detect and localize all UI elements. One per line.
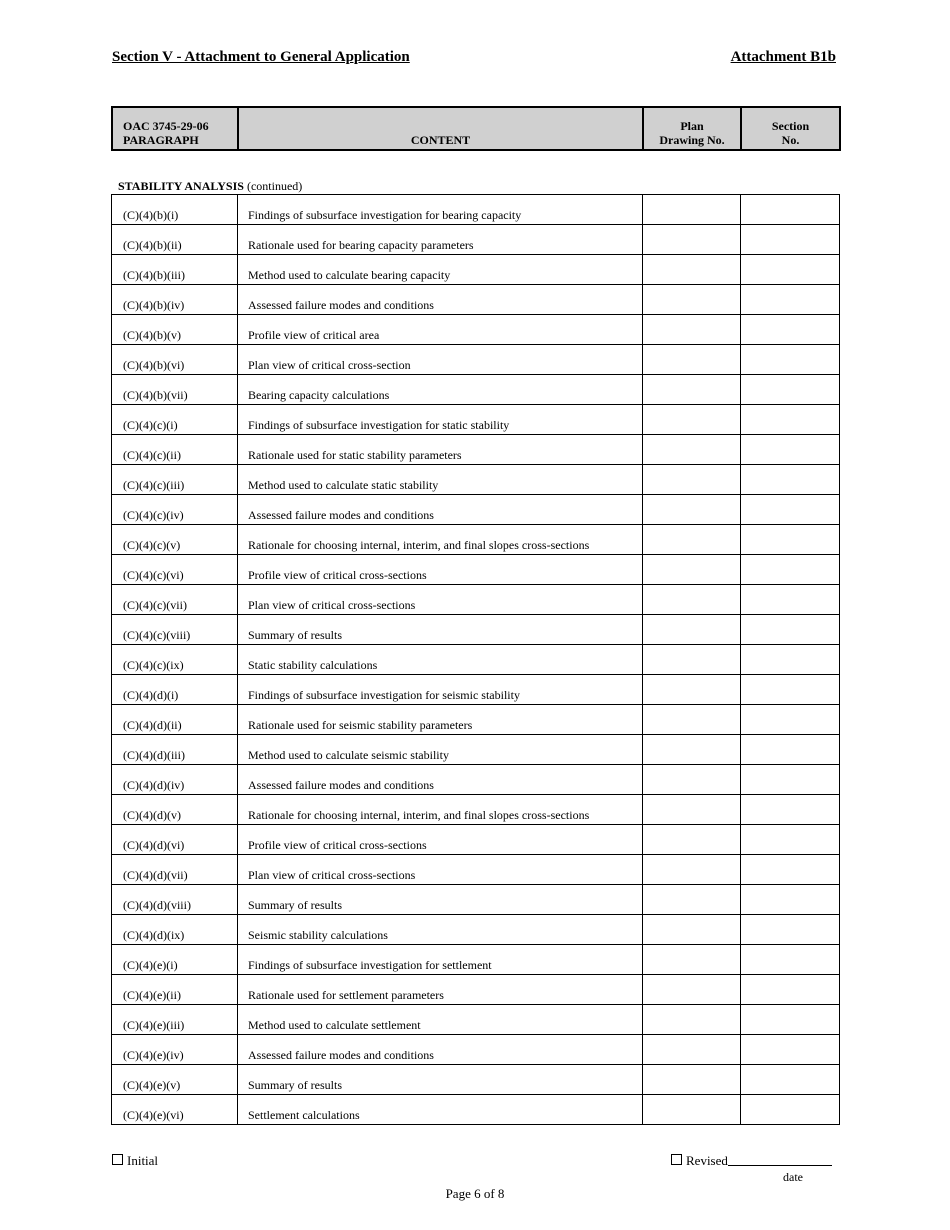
section-no-cell[interactable]	[741, 675, 840, 705]
section-no-cell[interactable]	[741, 825, 840, 855]
paragraph-cell: (C)(4)(c)(ix)	[112, 645, 238, 675]
paragraph-cell: (C)(4)(b)(vii)	[112, 375, 238, 405]
page-number: Page 6 of 8	[445, 1186, 505, 1201]
paragraph-header-line1: OAC 3745-29-06	[123, 119, 209, 133]
content-header-label: CONTENT	[410, 133, 471, 147]
plan-drawing-cell[interactable]	[643, 855, 741, 885]
content-cell: Assessed failure modes and conditions	[238, 765, 643, 795]
section-no-cell[interactable]	[741, 615, 840, 645]
section-no-cell[interactable]	[741, 645, 840, 675]
plan-drawing-cell[interactable]	[643, 795, 741, 825]
paragraph-cell: (C)(4)(b)(i)	[112, 195, 238, 225]
paragraph-cell: (C)(4)(c)(ii)	[112, 435, 238, 465]
table-row	[112, 615, 840, 645]
content-cell: Plan view of critical cross-sections	[238, 855, 643, 885]
content-cell: Method used to calculate seismic stability	[238, 735, 643, 765]
paragraph-cell: (C)(4)(e)(ii)	[112, 975, 238, 1005]
table-row	[112, 735, 840, 765]
section-no-cell[interactable]	[741, 1095, 840, 1125]
plan-drawing-cell[interactable]	[643, 675, 741, 705]
paragraph-cell: (C)(4)(c)(v)	[112, 525, 238, 555]
plan-drawing-cell[interactable]	[643, 945, 741, 975]
content-cell: Rationale used for bearing capacity parameters	[238, 225, 643, 255]
content-cell: Summary of results	[238, 1065, 643, 1095]
content-cell: Findings of subsurface investigation for settlement	[238, 945, 643, 975]
section-no-cell[interactable]	[741, 285, 840, 315]
plan-drawing-cell[interactable]	[643, 555, 741, 585]
table-row	[112, 585, 840, 615]
paragraph-cell: (C)(4)(d)(viii)	[112, 885, 238, 915]
section-no-cell[interactable]	[741, 1035, 840, 1065]
plan-drawing-cell[interactable]	[643, 195, 741, 225]
content-cell: Profile view of critical cross-sections	[238, 555, 643, 585]
section-no-cell[interactable]	[741, 885, 840, 915]
content-cell: Plan view of critical cross-section	[238, 345, 643, 375]
section-heading	[118, 179, 302, 194]
table-row	[112, 405, 840, 435]
plan-drawing-cell[interactable]	[643, 495, 741, 525]
paragraph-cell: (C)(4)(d)(vii)	[112, 855, 238, 885]
section-no-cell[interactable]	[741, 465, 840, 495]
paragraph-cell: (C)(4)(d)(i)	[112, 675, 238, 705]
table-row	[112, 975, 840, 1005]
content-cell: Rationale used for static stability parameters	[238, 435, 643, 465]
date-caption: date	[783, 1170, 803, 1184]
content-cell: Assessed failure modes and conditions	[238, 1035, 643, 1065]
content-cell: Assessed failure modes and conditions	[238, 285, 643, 315]
table-row	[112, 465, 840, 495]
content-cell: Rationale for choosing internal, interim, and final slopes cross-sections	[238, 795, 643, 825]
table-row	[112, 225, 840, 255]
plan-drawing-cell[interactable]	[643, 525, 741, 555]
paragraph-cell: (C)(4)(b)(v)	[112, 315, 238, 345]
plan-drawing-cell[interactable]	[643, 285, 741, 315]
plan-drawing-cell[interactable]	[643, 435, 741, 465]
content-cell: Settlement calculations	[238, 1095, 643, 1125]
table-row	[112, 435, 840, 465]
table-row	[112, 705, 840, 735]
paragraph-cell: (C)(4)(b)(iii)	[112, 255, 238, 285]
plan-drawing-cell[interactable]	[643, 1065, 741, 1095]
plan-drawing-cell[interactable]	[643, 645, 741, 675]
paragraph-cell: (C)(4)(d)(vi)	[112, 825, 238, 855]
paragraph-cell: (C)(4)(e)(v)	[112, 1065, 238, 1095]
table-row	[112, 645, 840, 675]
table-row	[112, 1005, 840, 1035]
table-row	[112, 345, 840, 375]
content-cell: Static stability calculations	[238, 645, 643, 675]
column-header-table	[111, 106, 841, 151]
plan-drawing-cell[interactable]	[643, 735, 741, 765]
content-cell: Plan view of critical cross-sections	[238, 585, 643, 615]
paragraph-cell: (C)(4)(b)(iv)	[112, 285, 238, 315]
plan-drawing-cell[interactable]	[643, 765, 741, 795]
plan-drawing-cell[interactable]	[643, 885, 741, 915]
section-no-cell[interactable]	[741, 945, 840, 975]
section-column-header	[741, 107, 840, 150]
table-row	[112, 855, 840, 885]
table-row	[112, 525, 840, 555]
table-row	[112, 1065, 840, 1095]
paragraph-cell: (C)(4)(e)(iii)	[112, 1005, 238, 1035]
content-cell: Seismic stability calculations	[238, 915, 643, 945]
table-row	[112, 885, 840, 915]
paragraph-header-line2: PARAGRAPH	[123, 133, 199, 147]
plan-drawing-cell[interactable]	[643, 615, 741, 645]
paragraph-cell: (C)(4)(b)(vi)	[112, 345, 238, 375]
plan-drawing-cell[interactable]	[643, 915, 741, 945]
content-cell: Assessed failure modes and conditions	[238, 495, 643, 525]
table-row	[112, 945, 840, 975]
plan-drawing-cell[interactable]	[643, 1005, 741, 1035]
table-row	[112, 915, 840, 945]
checklist-table	[111, 194, 840, 1125]
plan-drawing-cell[interactable]	[643, 1095, 741, 1125]
section-no-cell[interactable]	[741, 405, 840, 435]
plan-drawing-cell[interactable]	[643, 825, 741, 855]
content-cell: Method used to calculate static stability	[238, 465, 643, 495]
revised-date-field[interactable]	[728, 1153, 832, 1166]
attachment-label: Attachment B1b	[730, 49, 836, 65]
paragraph-cell: (C)(4)(d)(iii)	[112, 735, 238, 765]
plan-column-header	[643, 107, 741, 150]
revised-checkbox-field[interactable]	[671, 1153, 832, 1169]
plan-drawing-cell[interactable]	[643, 315, 741, 345]
paragraph-cell: (C)(4)(c)(iii)	[112, 465, 238, 495]
table-row	[112, 315, 840, 345]
section-no-cell[interactable]	[741, 495, 840, 525]
paragraph-cell: (C)(4)(c)(viii)	[112, 615, 238, 645]
paragraph-cell: (C)(4)(c)(iv)	[112, 495, 238, 525]
paragraph-column-header	[112, 107, 238, 150]
section-heading-suffix: (continued)	[243, 179, 303, 193]
table-row	[112, 495, 840, 525]
table-row	[112, 1035, 840, 1065]
section-header-line2: No.	[781, 133, 800, 147]
paragraph-cell: (C)(4)(e)(i)	[112, 945, 238, 975]
paragraph-cell: (C)(4)(c)(i)	[112, 405, 238, 435]
plan-drawing-cell[interactable]	[643, 975, 741, 1005]
section-no-cell[interactable]	[741, 345, 840, 375]
table-row	[112, 675, 840, 705]
initial-label: Initial	[127, 1153, 159, 1168]
section-no-cell[interactable]	[741, 915, 840, 945]
plan-drawing-cell[interactable]	[643, 255, 741, 285]
initial-checkbox-field[interactable]	[112, 1153, 158, 1169]
plan-header-line1: Plan	[680, 119, 704, 133]
content-cell: Findings of subsurface investigation for seismic stability	[238, 675, 643, 705]
plan-drawing-cell[interactable]	[643, 1035, 741, 1065]
page-title: Section V - Attachment to General Application	[112, 49, 410, 65]
section-no-cell[interactable]	[741, 195, 840, 225]
section-heading-title: STABILITY ANALYSIS	[118, 179, 244, 193]
content-cell: Findings of subsurface investigation for static stability	[238, 405, 643, 435]
content-cell: Bearing capacity calculations	[238, 375, 643, 405]
paragraph-cell: (C)(4)(c)(vii)	[112, 585, 238, 615]
section-no-cell[interactable]	[741, 1065, 840, 1095]
paragraph-cell: (C)(4)(b)(ii)	[112, 225, 238, 255]
section-no-cell[interactable]	[741, 855, 840, 885]
section-no-cell[interactable]	[741, 975, 840, 1005]
content-cell: Profile view of critical area	[238, 315, 643, 345]
plan-header-line2: Drawing No.	[659, 133, 725, 147]
table-row	[112, 795, 840, 825]
plan-drawing-cell[interactable]	[643, 585, 741, 615]
paragraph-cell: (C)(4)(e)(vi)	[112, 1095, 238, 1125]
section-no-cell[interactable]	[741, 705, 840, 735]
content-cell: Rationale used for seismic stability parameters	[238, 705, 643, 735]
revised-label: Revised	[686, 1153, 728, 1168]
table-row	[112, 375, 840, 405]
content-cell: Rationale for choosing internal, interim, and final slopes cross-sections	[238, 525, 643, 555]
revised-checkbox[interactable]	[671, 1154, 682, 1165]
section-header-line1: Section	[771, 119, 810, 133]
section-no-cell[interactable]	[741, 525, 840, 555]
table-row	[112, 195, 840, 225]
content-cell: Method used to calculate settlement	[238, 1005, 643, 1035]
content-cell: Summary of results	[238, 615, 643, 645]
content-column-header	[238, 107, 643, 150]
table-row	[112, 555, 840, 585]
initial-checkbox[interactable]	[112, 1154, 123, 1165]
paragraph-cell: (C)(4)(d)(iv)	[112, 765, 238, 795]
table-row	[112, 825, 840, 855]
plan-drawing-cell[interactable]	[643, 375, 741, 405]
section-no-cell[interactable]	[741, 555, 840, 585]
content-cell: Rationale used for settlement parameters	[238, 975, 643, 1005]
section-no-cell[interactable]	[741, 1005, 840, 1035]
plan-drawing-cell[interactable]	[643, 405, 741, 435]
content-cell: Profile view of critical cross-sections	[238, 825, 643, 855]
plan-drawing-cell[interactable]	[643, 705, 741, 735]
section-no-cell[interactable]	[741, 765, 840, 795]
section-no-cell[interactable]	[741, 315, 840, 345]
paragraph-cell: (C)(4)(d)(ii)	[112, 705, 238, 735]
section-no-cell[interactable]	[741, 375, 840, 405]
section-no-cell[interactable]	[741, 735, 840, 765]
section-no-cell[interactable]	[741, 435, 840, 465]
section-no-cell[interactable]	[741, 255, 840, 285]
section-no-cell[interactable]	[741, 225, 840, 255]
plan-drawing-cell[interactable]	[643, 345, 741, 375]
plan-drawing-cell[interactable]	[643, 465, 741, 495]
paragraph-cell: (C)(4)(e)(iv)	[112, 1035, 238, 1065]
content-cell: Findings of subsurface investigation for bearing capacity	[238, 195, 643, 225]
table-row	[112, 285, 840, 315]
plan-drawing-cell[interactable]	[643, 225, 741, 255]
table-row	[112, 1095, 840, 1125]
table-row	[112, 255, 840, 285]
section-no-cell[interactable]	[741, 585, 840, 615]
paragraph-cell: (C)(4)(d)(ix)	[112, 915, 238, 945]
table-row	[112, 765, 840, 795]
section-no-cell[interactable]	[741, 795, 840, 825]
paragraph-cell: (C)(4)(c)(vi)	[112, 555, 238, 585]
paragraph-cell: (C)(4)(d)(v)	[112, 795, 238, 825]
content-cell: Summary of results	[238, 885, 643, 915]
content-cell: Method used to calculate bearing capacity	[238, 255, 643, 285]
